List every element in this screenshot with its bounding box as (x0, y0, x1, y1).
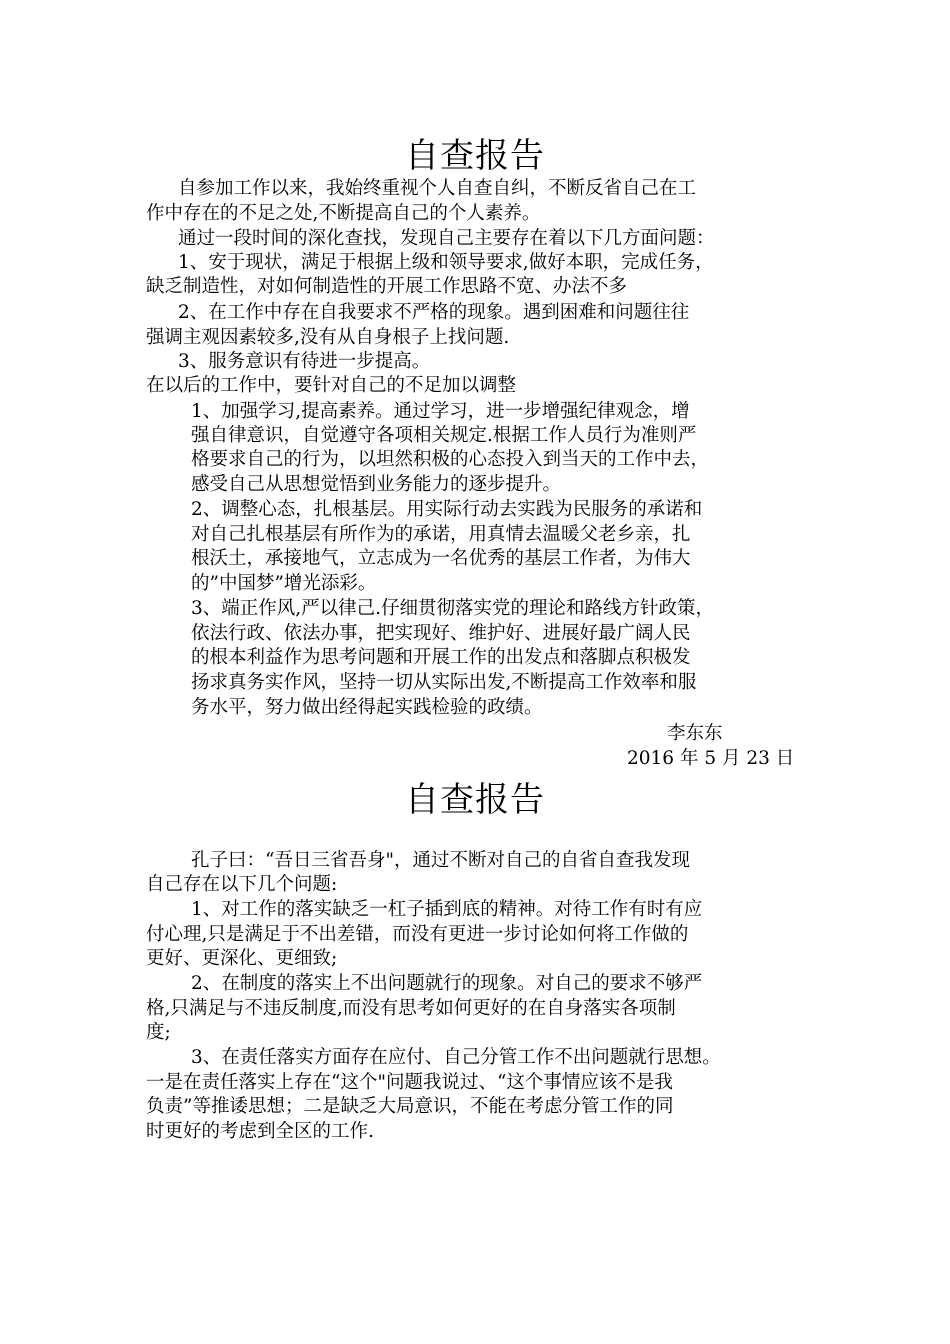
report-1-line: 强自律意识，自觉遵守各项相关规定.根据工作人员行为准则严 (191, 425, 697, 446)
report-1-line: 缺乏制造性，对如何制造性的开展工作思路不宽、办法不多 (146, 276, 628, 297)
report-1-line: 依法行政、依法办事，把实现好、维护好、进展好最广阔人民 (191, 623, 691, 644)
report-2-line: 度; (146, 1022, 171, 1043)
report-1-line: 强调主观因素较多,没有从自身根子上找问题. (146, 327, 510, 348)
report-1-line: 对自己扎根基层有所作为的承诺，用真情去温暖父老乡亲，扎 (191, 524, 691, 545)
report-1-line: 自参加工作以来，我始终重视个人自查自纠，不断反省自己在工 (178, 178, 697, 199)
report-1-line: 通过一段时间的深化查找，发现自己主要存在着以下几方面问题： (178, 228, 715, 249)
report-1-line: 1、安于现状，满足于根据上级和领导要求,做好本职，完成任务， (178, 252, 714, 273)
report-2-line: 付心理,只是满足于不出差错，而没有更进一步讨论如何将工作做的 (146, 924, 689, 945)
report-1-title: 自查报告 (405, 136, 545, 176)
report-2-line: 1、对工作的落实缺乏一杠子插到底的精神。对待工作有时有应 (191, 899, 703, 920)
report-1-line: 作中存在的不足之处,不断提高自己的个人素养。 (146, 203, 541, 224)
report-2-line: 孔子曰：“吾日三省吾身"，通过不断对自己的自省自查我发现 (191, 850, 690, 871)
report-1-date: 2016 年 5 月 23 日 (627, 748, 795, 769)
report-1-line: 务水平，努力做出经得起实践检验的政绩。 (191, 697, 543, 718)
report-1-line: 在以后的工作中，要针对自己的不足加以调整 (146, 375, 517, 396)
report-2-line: 一是在责任落实上存在“这个"问题我说过、“这个事情应该不是我 (146, 1072, 673, 1093)
report-2-line: 负责”等推诿思想；二是缺乏大局意识，不能在考虑分管工作的同 (146, 1096, 674, 1117)
report-2-line: 时更好的考虑到全区的工作. (146, 1121, 374, 1142)
report-1-line: 的根本利益作为思考问题和开展工作的出发点和落脚点积极发 (191, 647, 691, 668)
report-2-line: 格,只满足与不违反制度,而没有思考如何更好的在自身落实各项制 (146, 998, 676, 1019)
report-1-line: 根沃土，承接地气，立志成为一名优秀的基层工作者，为伟大 (191, 548, 691, 569)
report-2-line: 3、在责任落实方面存在应付、自己分管工作不出问题就行思想。 (191, 1047, 721, 1068)
report-1-line: 2、在工作中存在自我要求不严格的现象。遇到困难和问题往往 (178, 302, 690, 323)
report-1-line: 格要求自己的行为，以坦然积极的心态投入到当天的工作中去， (191, 449, 710, 470)
report-2-title: 自查报告 (405, 780, 545, 820)
report-1-line: 3、端正作风,严以律己.仔细贯彻落实党的理论和路线方针政策， (191, 598, 715, 619)
report-1-line: 的”中国梦”增光添彩。 (191, 573, 377, 594)
report-1-line: 1、加强学习,提高素养。通过学习，进一步增强纪律观念，增 (191, 401, 690, 422)
report-2-line: 自己存在以下几个问题: (146, 874, 338, 895)
report-2-line: 2、在制度的落实上不出问题就行的现象。对自己的要求不够严 (191, 973, 703, 994)
report-1-line: 感受自己从思想觉悟到业务能力的逐步提升。 (191, 474, 562, 495)
report-1-line: 2、调整心态，扎根基层。用实际行动去实践为民服务的承诺和 (191, 499, 703, 520)
report-1-signature: 李东东 (667, 723, 723, 744)
report-1-line: 3、服务意识有待进一步提高。 (178, 351, 431, 372)
report-1-line: 扬求真务实作风，坚持一切从实际出发,不断提高工作效率和服 (191, 672, 697, 693)
report-2-line: 更好、更深化、更细致; (146, 948, 338, 969)
